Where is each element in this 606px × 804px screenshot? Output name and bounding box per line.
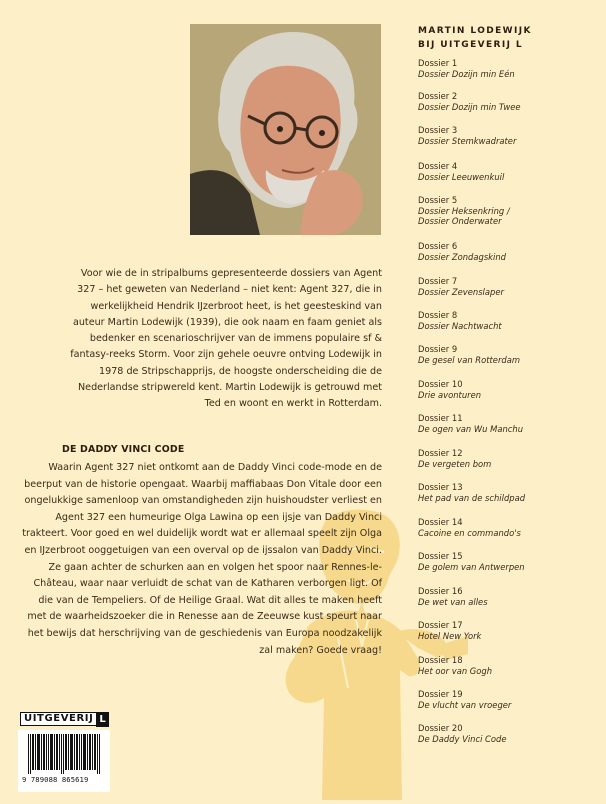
dossier-item — [418, 58, 598, 79]
dossier-number: Dossier 4 — [418, 161, 458, 171]
dossier-title: Hotel New York — [418, 630, 482, 641]
publisher-logo — [20, 712, 109, 726]
dossier-title: Dossier Nachtwacht — [418, 320, 502, 331]
dossier-number: Dossier 15 — [418, 551, 463, 561]
dossier-title: De gesel van Rotterdam — [418, 354, 521, 365]
dossier-title: De ogen van Wu Manchu — [418, 423, 524, 434]
dossier-item — [418, 379, 598, 400]
dossier-title-second-line: Dossier Onderwater — [418, 216, 502, 227]
dossier-title: Dossier Zondagskind — [418, 251, 506, 262]
dossier-number: Dossier 2 — [418, 91, 458, 101]
dossier-item — [418, 448, 598, 469]
dossier-number: Dossier 11 — [418, 413, 463, 423]
dossier-item — [418, 482, 598, 503]
dossier-item — [418, 161, 598, 182]
dossier-number: Dossier 6 — [418, 241, 458, 251]
dossier-title: Dossier Zevenslaper — [418, 286, 504, 297]
publisher-logo-word: UITGEVERIJ — [20, 712, 97, 726]
dossier-item — [418, 723, 598, 744]
dossier-item — [418, 91, 598, 112]
author-bio-paragraph: Voor wie de in stripalbums gepresenteerde dossiers van Agent 327 – het geweten van Nederland – niet kent: Agent 327, die in werkelijkheid Hendrik IJzerbroot heet, is het geesteskind van auteur Martin Lodewijk (1939), die ook naam en faam geniet als bedenker en scenarioschrijver van de immens populaire sf & fantasy-reeks Storm. Voor zijn gehele oeuvre ontving Lodewijk in 1978 de Stripschapprijs, de hoogste onderscheiding die de Nederlandse stripwereld kent. Martin Lodewijk is getrouwd met Ted en woont en werkt in Rotterdam. — [70, 268, 382, 410]
dossier-title: Dossier Dozijn min Twee — [418, 101, 521, 112]
dossier-number: Dossier 9 — [418, 344, 458, 354]
synopsis-paragraph: Waarin Agent 327 niet ontkomt aan de Daddy Vinci code-mode en de beerput van de historie opengaat. Waarbij maffiabaas Don Vitale door een ongelukkige samenloop van omstandigheden zijn huishoudster verliest en Agent 327 een humeurige Olga Lawina op een ijsje van Daddy Vinci trakteert. Voor goed en wel duidelijk wordt wat er allemaal speelt zijn Olga en IJzerbroot ooggetuigen van een overval op de ijssalon van Daddy Vinci. Ze gaan achter de schurken aan en volgen het spoor naar Rennes-le-Château, waar naar verluidt de schat van de Katharen verborgen ligt. Of die van de Tempeliers. Of de Heilige Graal. Wat dit alles te maken heeft met de waarheidszoeker die in Renesse aan de Zeeuwse kust speurt naar het bewijs dat herschrijving van de geschiedenis van Europa noodzakelijk zal maken? Goede vraag! — [22, 462, 382, 656]
dossier-item — [418, 689, 598, 710]
dossier-title: De wet van alles — [418, 596, 488, 607]
dossier-number: Dossier 3 — [418, 125, 458, 135]
dossier-item — [418, 551, 598, 572]
dossier-number: Dossier 7 — [418, 276, 458, 286]
dossier-item — [418, 586, 598, 607]
dossier-item — [418, 413, 598, 434]
series-list-header-line1: MARTIN LODEWIJK — [418, 26, 532, 36]
dossier-number: Dossier 14 — [418, 517, 463, 527]
series-list-header — [418, 24, 598, 52]
dossier-number: Dossier 1 — [418, 58, 458, 68]
synopsis-title: DE DADDY VINCI CODE — [62, 444, 185, 455]
dossier-item — [418, 620, 598, 641]
dossier-title: Het oor van Gogh — [418, 665, 493, 676]
dossier-item — [418, 125, 598, 146]
dossier-title: Cacoine en commando's — [418, 527, 521, 538]
barcode-icon — [28, 734, 102, 774]
barcode-number: 9 789088 865619 — [22, 775, 89, 784]
dossier-title: De vlucht van vroeger — [418, 699, 512, 710]
dossier-item — [418, 310, 598, 331]
synopsis — [20, 460, 382, 659]
dossier-title: Drie avonturen — [418, 389, 482, 400]
barcode — [18, 730, 110, 792]
dossier-item — [418, 517, 598, 538]
dossier-number: Dossier 18 — [418, 655, 463, 665]
dossier-number: Dossier 10 — [418, 379, 463, 389]
dossier-number: Dossier 13 — [418, 482, 463, 492]
dossier-number: Dossier 20 — [418, 723, 463, 733]
dossier-number: Dossier 16 — [418, 586, 463, 596]
dossier-item — [418, 241, 598, 262]
publisher-logo-mark: L — [96, 712, 108, 727]
dossier-title: Dossier Heksenkring / — [418, 205, 510, 216]
author-photo — [190, 24, 381, 235]
dossier-title: De vergeten bom — [418, 458, 492, 469]
dossier-item — [418, 655, 598, 676]
dossier-item — [418, 344, 598, 365]
dossier-number: Dossier 12 — [418, 448, 463, 458]
dossier-title: Dossier Stemkwadrater — [418, 135, 517, 146]
dossier-title: Het pad van de schildpad — [418, 492, 526, 503]
series-list-header-line2: BIJ UITGEVERIJ L — [418, 40, 524, 50]
dossier-title: Dossier Leeuwenkuil — [418, 171, 505, 182]
dossier-item — [418, 195, 598, 227]
dossier-title: De golem van Antwerpen — [418, 561, 525, 572]
dossier-number: Dossier 5 — [418, 195, 458, 205]
author-bio — [62, 266, 382, 413]
dossier-item — [418, 276, 598, 297]
dossier-number: Dossier 8 — [418, 310, 458, 320]
dossier-number: Dossier 17 — [418, 620, 463, 630]
dossier-title: De Daddy Vinci Code — [418, 733, 507, 744]
dossier-title: Dossier Dozijn min Eén — [418, 68, 515, 79]
dossier-number: Dossier 19 — [418, 689, 463, 699]
